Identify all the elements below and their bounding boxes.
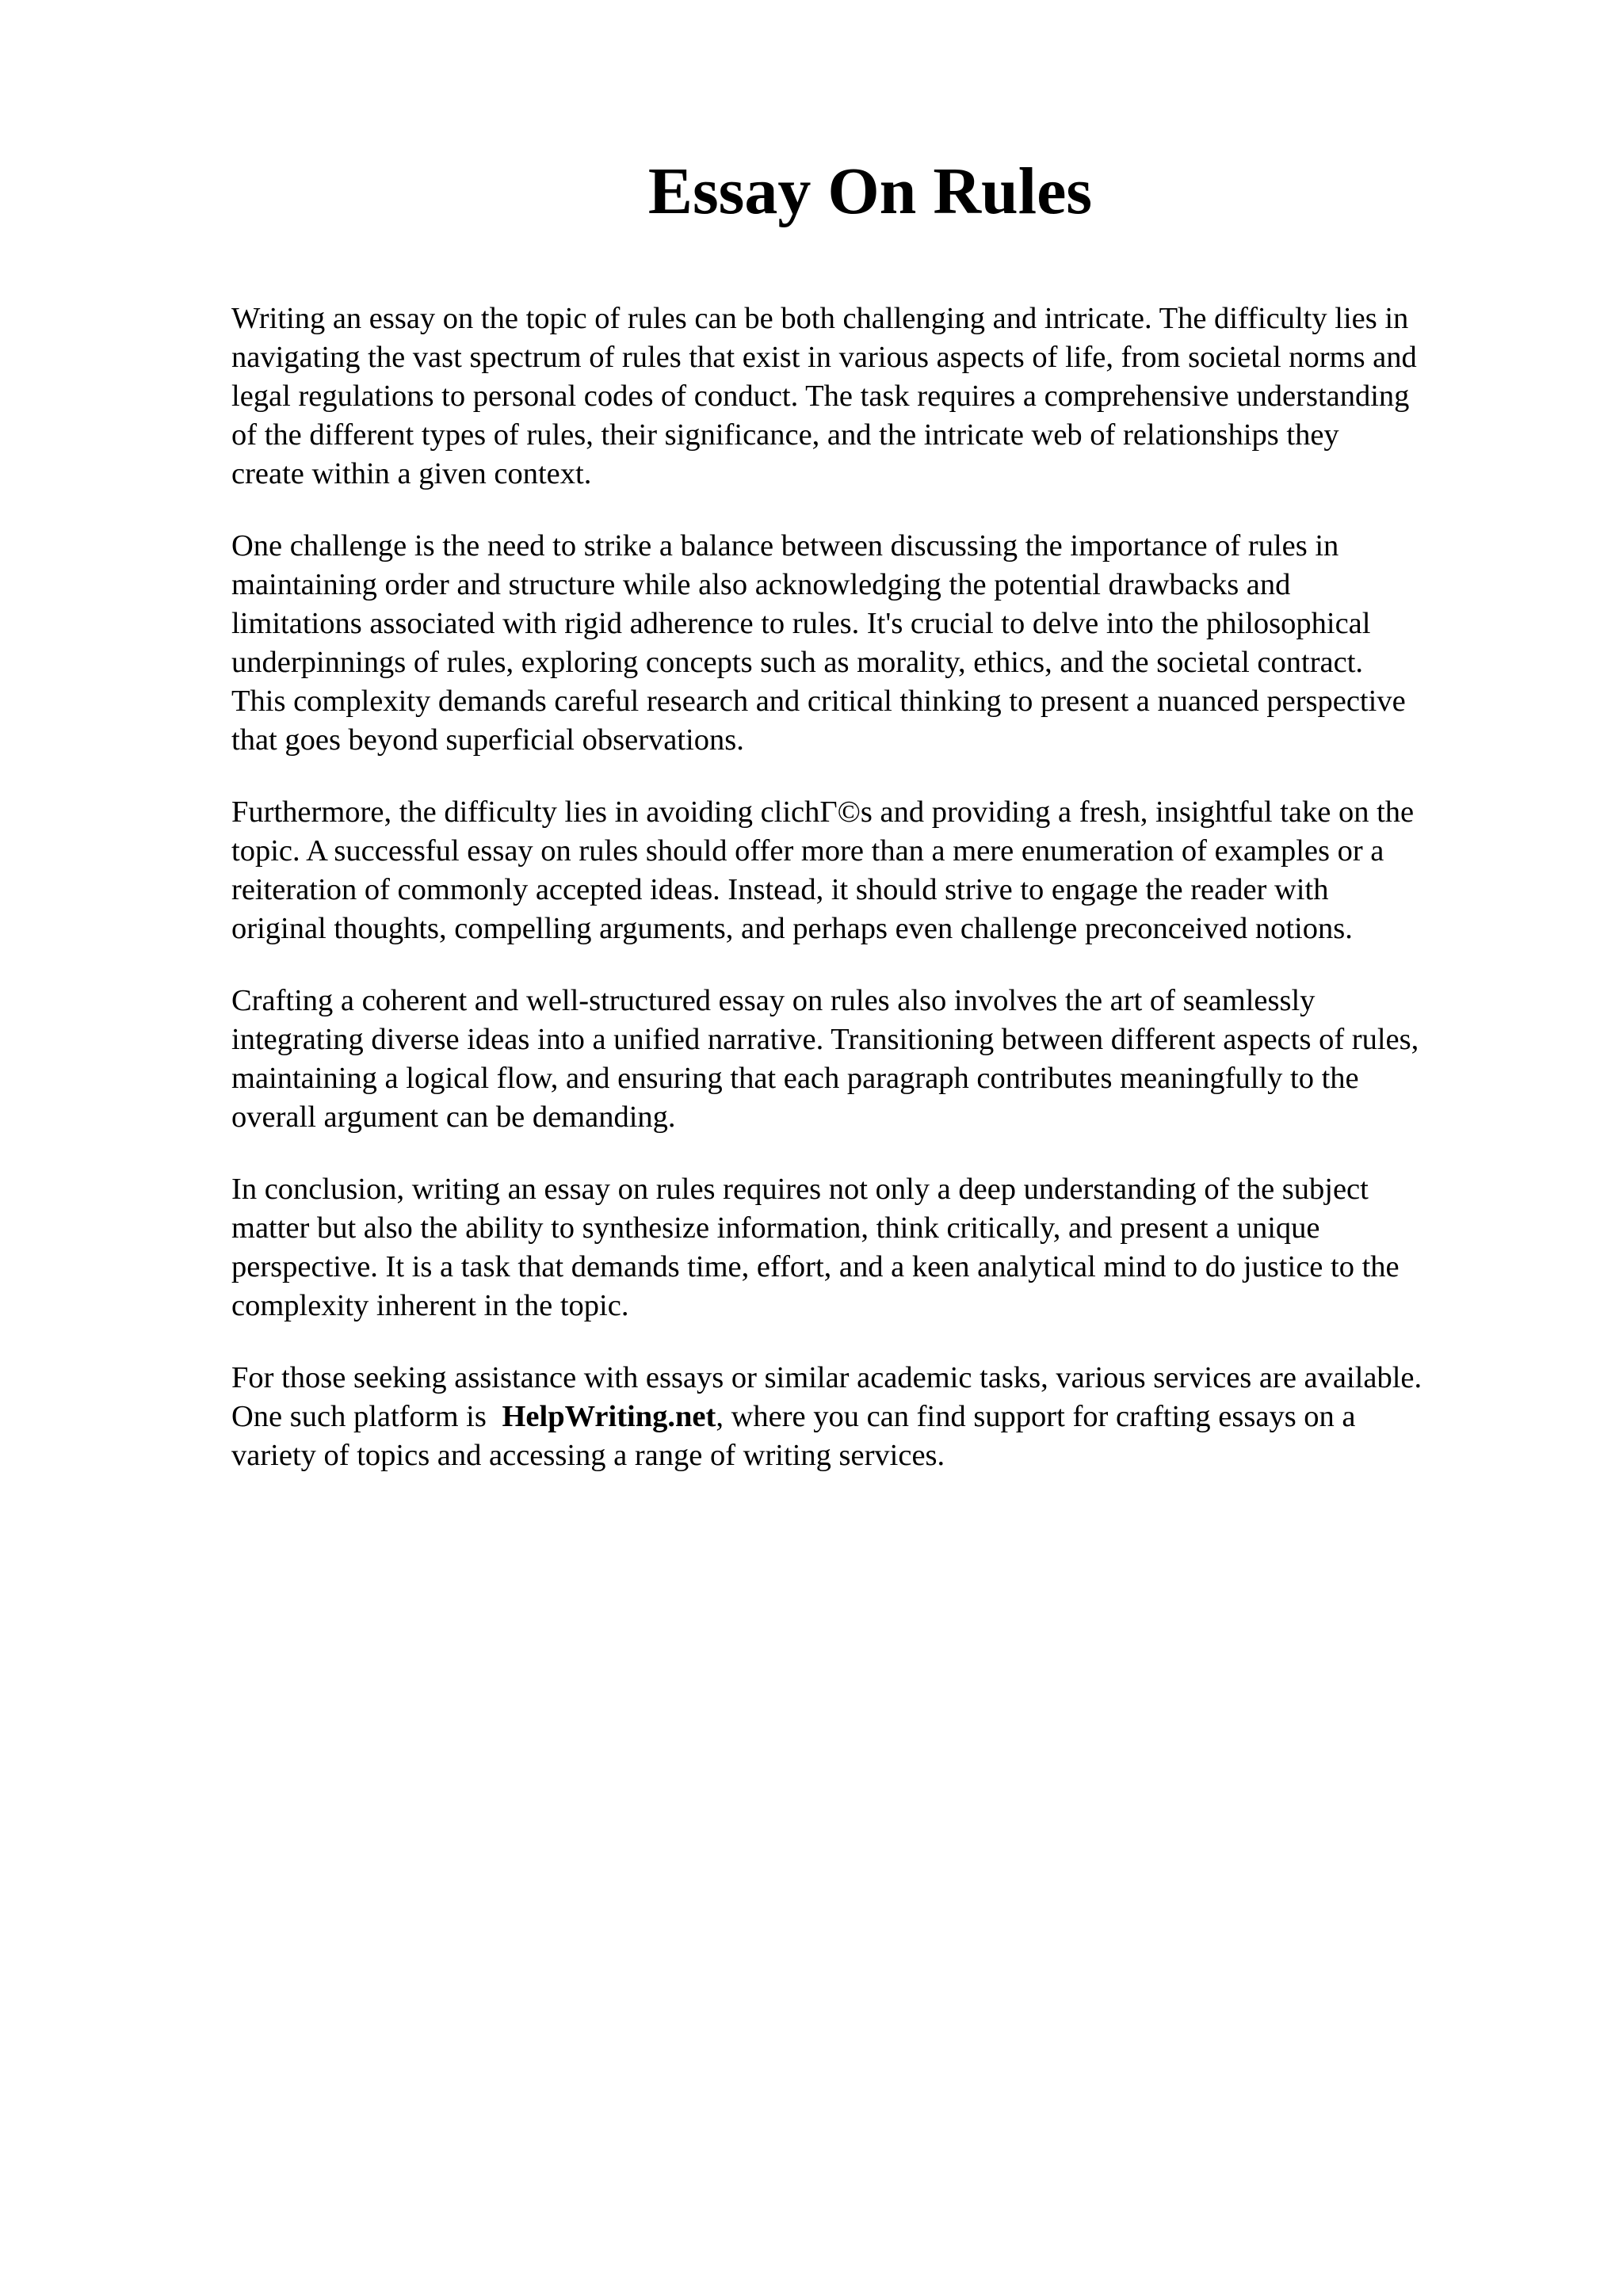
paragraph-3 (231, 793, 1523, 948)
text-line: limitations associated with rigid adherence to rules. It's crucial to delve into the philosophical (231, 607, 1371, 640)
paragraph-5 (231, 1170, 1523, 1325)
essay-body (231, 299, 1523, 1508)
paragraph-2 (231, 527, 1523, 760)
text-line: For those seeking assistance with essays or similar academic tasks, various services are available. (231, 1361, 1423, 1394)
text-line: of the different types of rules, their significance, and the intricate web of relationships they (231, 418, 1339, 452)
text-line: create within a given context. (231, 457, 592, 490)
text-line: matter but also the ability to synthesize information, think critically, and present a unique (231, 1211, 1320, 1245)
text-line: legal regulations to personal codes of conduct. The task requires a comprehensive understanding (231, 379, 1410, 413)
paragraph-1 (231, 299, 1523, 494)
paragraph-6 (231, 1359, 1523, 1475)
brand-name-link[interactable]: HelpWriting.net (502, 1400, 716, 1433)
text-line: navigating the vast spectrum of rules that exist in various aspects of life, from societal norms and (231, 341, 1417, 374)
text-line: maintaining order and structure while also acknowledging the potential drawbacks and (231, 568, 1291, 601)
text-line: complexity inherent in the topic. (231, 1289, 629, 1322)
text-line: variety of topics and accessing a range of writing services. (231, 1439, 945, 1472)
text-line: Writing an essay on the topic of rules can be both challenging and intricate. The difficulty lies in (231, 302, 1409, 335)
text-line: original thoughts, compelling arguments, and perhaps even challenge preconceived notions. (231, 912, 1353, 945)
page-title: Essay On Rules (647, 154, 1093, 228)
text-line: This complexity demands careful research and critical thinking to present a nuanced perspective (231, 685, 1406, 718)
text-line: perspective. It is a task that demands time, effort, and a keen analytical mind to do justice to the (231, 1250, 1400, 1283)
text-line: overall argument can be demanding. (231, 1100, 676, 1134)
text-line: integrating diverse ideas into a unified narrative. Transitioning between different aspects of rules, (231, 1023, 1419, 1056)
text-line: Crafting a coherent and well-structured essay on rules also involves the art of seamlessly (231, 984, 1316, 1017)
text-line: that goes beyond superficial observations. (231, 723, 744, 757)
text-line: topic. A successful essay on rules should offer more than a mere enumeration of examples or a (231, 834, 1384, 868)
text-line-with-link (231, 1398, 1523, 1436)
text-line: underpinnings of rules, exploring concepts such as morality, ethics, and the societal contract. (231, 646, 1364, 679)
text-line: In conclusion, writing an essay on rules requires not only a deep understanding of the subject (231, 1173, 1369, 1206)
text-segment: , where you can find support for crafting essays on a (716, 1400, 1356, 1433)
paragraph-4 (231, 982, 1523, 1137)
text-line: reiteration of commonly accepted ideas. Instead, it should strive to engage the reader with (231, 873, 1329, 906)
text-segment: One such platform is (231, 1400, 495, 1433)
text-line: One challenge is the need to strike a balance between discussing the importance of rules in (231, 529, 1339, 563)
text-line: Furthermore, the difficulty lies in avoiding clichГ©s and providing a fresh, insightful take on the (231, 795, 1415, 829)
text-line: maintaining a logical flow, and ensuring that each paragraph contributes meaningfully to the (231, 1062, 1359, 1095)
